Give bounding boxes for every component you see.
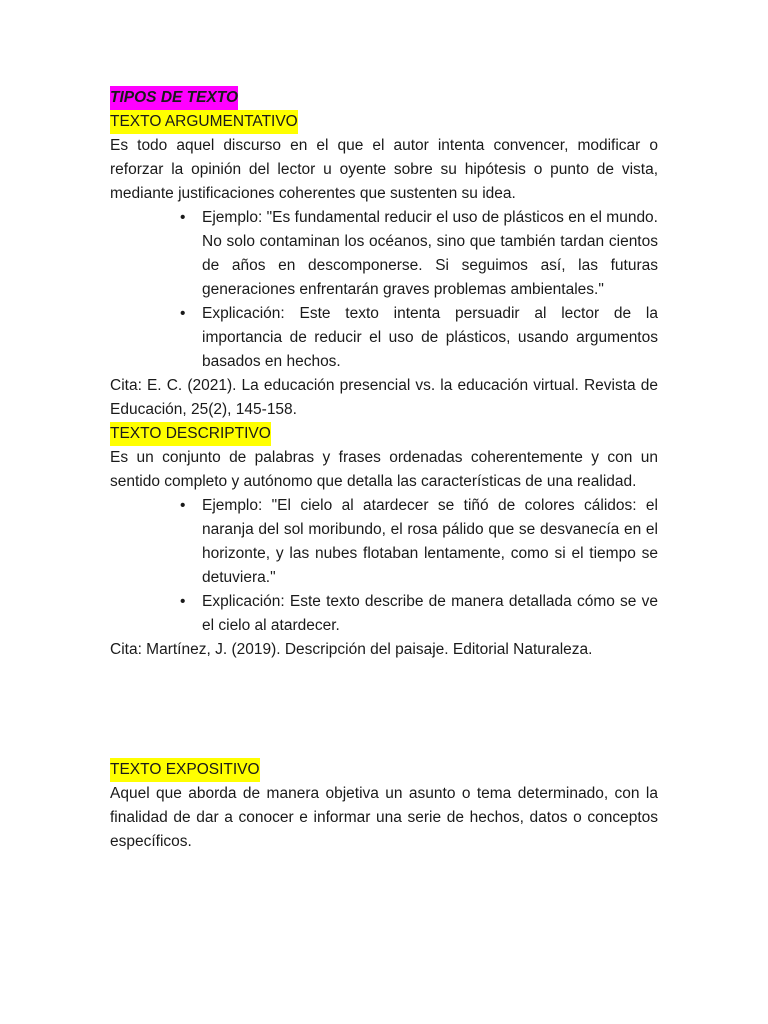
list-item-example: • Ejemplo: "El cielo al atardecer se tiñó de colores cálidos: el naranja del sol moribundo, el rosa pálido que se desvanecía en el horizonte, y las nubes flotaban lentamente, como si el tiempo se detuviera." (202, 494, 658, 590)
bullet-list (110, 494, 658, 638)
section-heading: TEXTO ARGUMENTATIVO (110, 110, 298, 134)
list-item-example: • Ejemplo: "Es fundamental reducir el uso de plásticos en el mundo. No solo contaminan los océanos, sino que también tardan cientos de años en descomponerse. Si seguimos así, las futuras generaciones enfrentarán graves problemas ambientales." (202, 206, 658, 302)
bullet-list (110, 206, 658, 374)
document-title: TIPOS DE TEXTO (110, 86, 238, 110)
section-expositivo (110, 758, 658, 854)
section-definition: Es un conjunto de palabras y frases ordenadas coherentemente y con un sentido completo y autónomo que detalla las características de una realidad. (110, 449, 658, 490)
section-heading: TEXTO EXPOSITIVO (110, 758, 260, 782)
list-item-explanation: • Explicación: Este texto intenta persuadir al lector de la importancia de reducir el uso de plásticos, usando argumentos basados en hechos. (202, 302, 658, 374)
section-definition: Es todo aquel discurso en el que el autor intenta convencer, modificar o reforzar la opinión del lector u oyente sobre su hipótesis o punto de vista, mediante justificaciones coherentes que sustenten su idea. (110, 137, 658, 202)
document-page (110, 86, 658, 854)
section-citation: Cita: Martínez, J. (2019). Descripción del paisaje. Editorial Naturaleza. (110, 641, 593, 658)
section-descriptivo (110, 422, 658, 662)
section-citation: Cita: E. C. (2021). La educación presencial vs. la educación virtual. Revista de Educación, 25(2), 145-158. (110, 377, 658, 418)
section-heading: TEXTO DESCRIPTIVO (110, 422, 271, 446)
blank-space (110, 662, 658, 758)
list-item-explanation: • Explicación: Este texto describe de manera detallada cómo se ve el cielo al atardecer. (202, 590, 658, 638)
section-argumentativo (110, 110, 658, 422)
section-definition: Aquel que aborda de manera objetiva un asunto o tema determinado, con la finalidad de dar a conocer e informar una serie de hechos, datos o conceptos específicos. (110, 785, 658, 850)
